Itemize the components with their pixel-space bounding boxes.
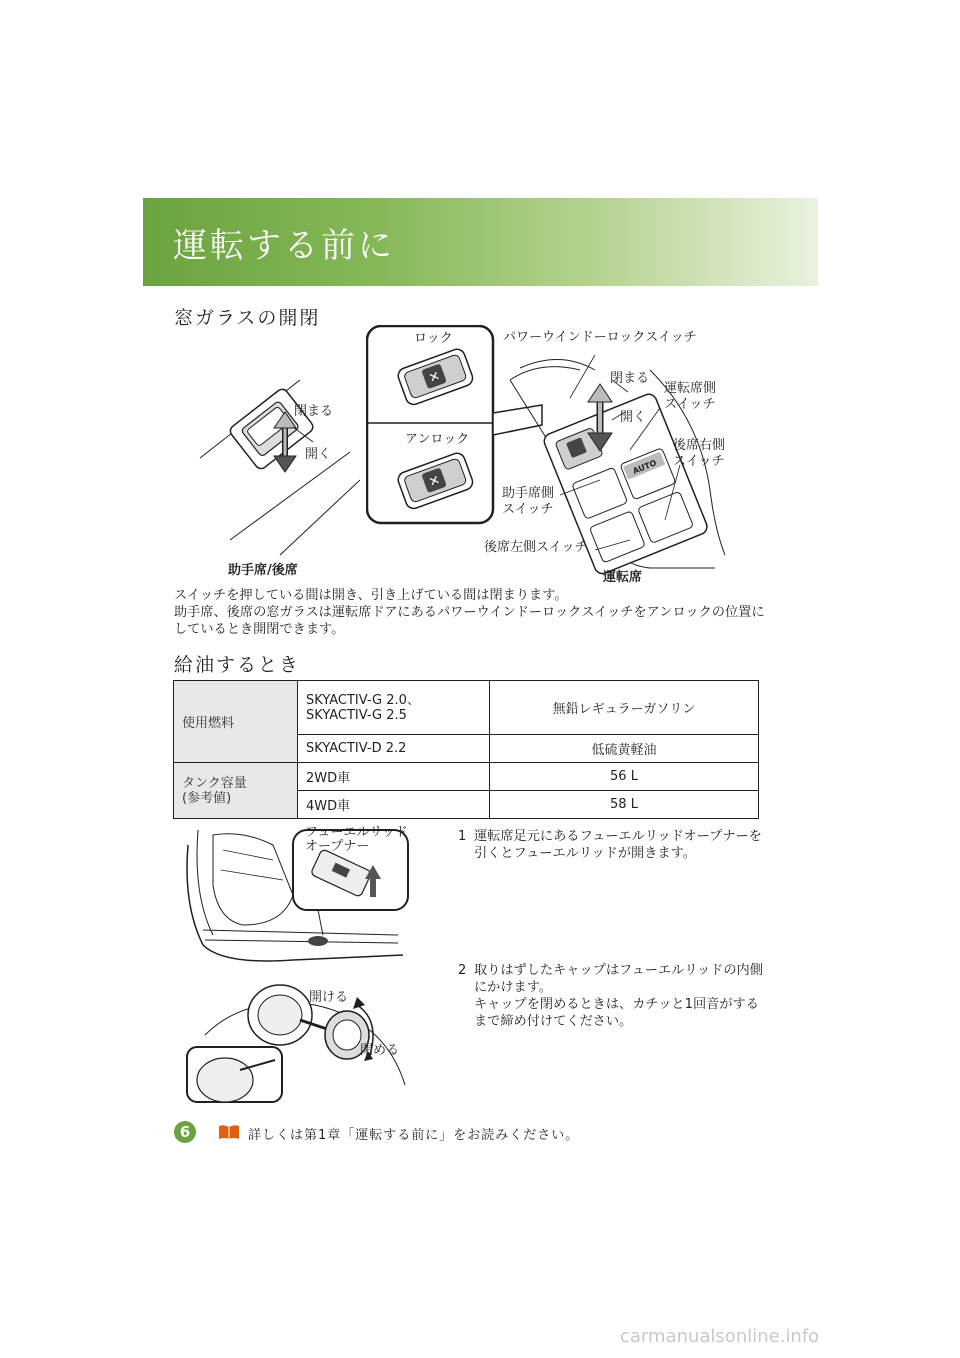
- svg-text:✕: ✕: [426, 472, 443, 491]
- label-passenger-switch: 助手席側 スイッチ: [502, 486, 555, 517]
- label-lock: ロック: [414, 331, 453, 346]
- fuel-cap-illustration: [185, 975, 410, 1105]
- step-2-text: 取りはずしたキャップはフューエルリッドの内側にかけます。 キャップを閉めるときは、カチッと1回音がするまで締め付けてください。: [474, 963, 763, 1029]
- chapter-title: 運転する前に: [173, 226, 395, 266]
- label-unlock: アンロック: [405, 432, 470, 447]
- fuel-spec-table: [173, 680, 759, 819]
- label-close-driver: 閉まる: [610, 371, 650, 386]
- watermark: carmanualsonline.info: [620, 1326, 820, 1347]
- gasoline-fuel-cell: 無鉛レギュラーガソリン: [490, 681, 759, 735]
- caption-driver: 運転席: [603, 570, 643, 585]
- window-paragraph-1: スイッチを押している間は開き、引き上げている間は閉まります。: [174, 588, 568, 603]
- 4wd-label-cell: 4WD車: [298, 791, 490, 819]
- auto-label: AUTO: [631, 458, 658, 476]
- window-paragraph-2: 助手席、後席の窓ガラスは運転席ドアにあるパワーウインドーロックスイッチをアンロックの位置にしているとき開閉できます。: [174, 605, 765, 637]
- label-rear-left-switch: 後席左側スイッチ: [484, 540, 588, 555]
- label-driver-switch: 運転席側 スイッチ: [664, 381, 717, 412]
- label-power-window-lock-switch: パワーウインドーロックスイッチ: [503, 330, 697, 345]
- footer-note: 詳しくは第1章「運転する前に」をお読みください。: [248, 1128, 580, 1143]
- chapter-banner: [143, 198, 818, 286]
- step-1-number: 1: [458, 829, 467, 844]
- step-2: [458, 962, 768, 1030]
- label-rear-right-switch: 後席右側 スイッチ: [673, 438, 726, 469]
- step-2-number: 2: [458, 963, 467, 978]
- fuel-header-cell: 使用燃料: [174, 681, 298, 763]
- 2wd-value-cell: 56 L: [490, 763, 759, 791]
- fuel-section-title: 給油するとき: [174, 654, 301, 676]
- tank-header-cell: タンク容量 (参考値): [174, 763, 298, 819]
- caption-passenger-rear: 助手席/後席: [228, 563, 298, 578]
- svg-text:✕: ✕: [426, 368, 443, 387]
- gasoline-models-cell: SKYACTIV-G 2.0、 SKYACTIV-G 2.5: [298, 681, 490, 735]
- window-section-title: 窓ガラスの開閉: [174, 307, 321, 329]
- step-1: [458, 828, 768, 862]
- label-fuel-lid-opener: フューエルリッド オープナー: [305, 825, 408, 854]
- step-1-text: 運転席足元にあるフューエルリッドオープナーを引くとフューエルリッドが開きます。: [474, 829, 762, 861]
- passenger-switch-illustration: [190, 370, 360, 560]
- 2wd-label-cell: 2WD車: [298, 763, 490, 791]
- book-icon: [218, 1124, 240, 1140]
- diesel-model-cell: SKYACTIV-D 2.2: [298, 735, 490, 763]
- 4wd-value-cell: 58 L: [490, 791, 759, 819]
- label-open-passenger: 開く: [305, 447, 332, 462]
- label-close-cap: 閉める: [360, 1043, 400, 1058]
- page-number: 6: [174, 1121, 196, 1143]
- diesel-fuel-cell: 低硫黄軽油: [490, 735, 759, 763]
- label-open-driver: 開く: [620, 410, 647, 425]
- label-close-passenger: 閉まる: [294, 404, 334, 419]
- label-open-cap: 開ける: [309, 990, 349, 1005]
